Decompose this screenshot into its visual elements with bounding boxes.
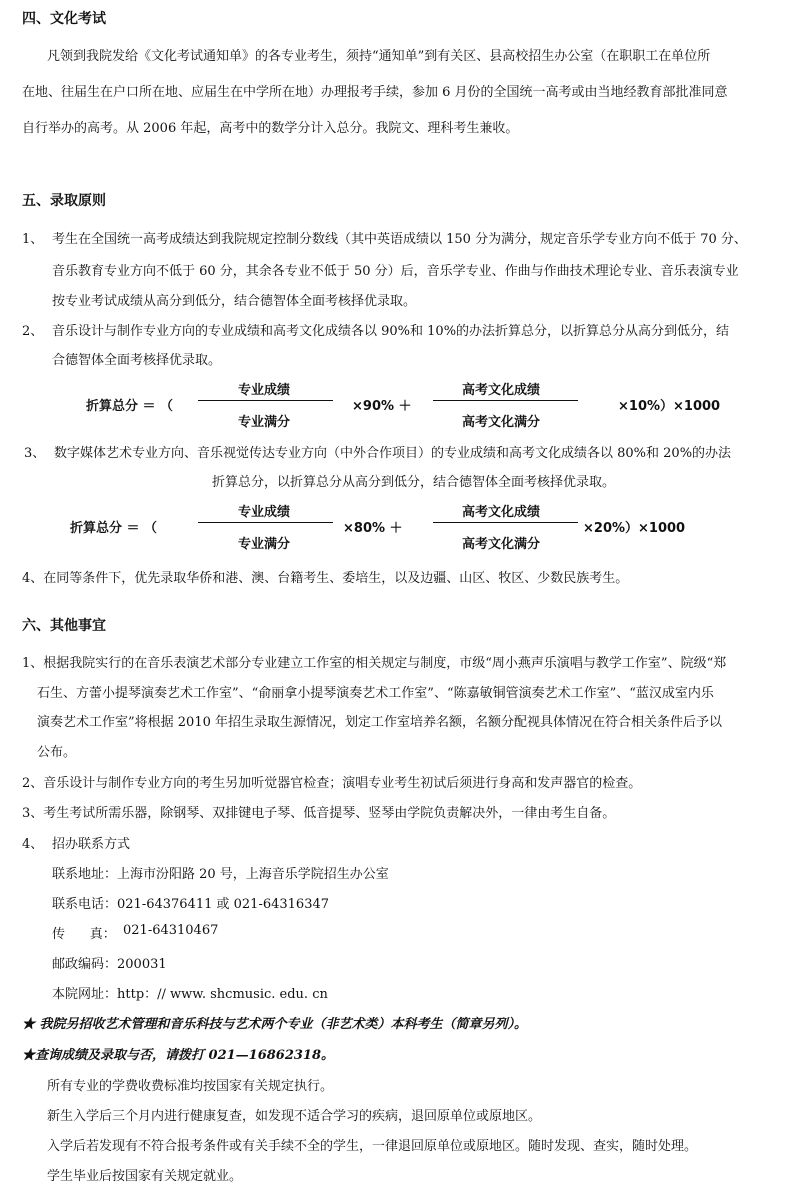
formula-multiplier: ×80% ＋ (343, 521, 403, 536)
formula-denominator: 专业满分 (238, 537, 291, 552)
fraction-bar (198, 400, 333, 401)
item-line: 考生在全国统一高考成绩达到我院规定控制分数线（其中英语成绩以 150 分为满分，规定音乐学专业方向不低于 70 分、 (52, 232, 747, 247)
formula-numerator: 高考文化成绩 (462, 383, 541, 398)
note-line: 入学后若发现有不符合报考条件或有关手续不全的学生，一律退回原单位或原地区。随时发现、查实，随时处理。 (47, 1139, 698, 1154)
item-line: 1、根据我院实行的在音乐表演艺术部分专业建立工作室的相关规定与制度，市级“周小燕声乐演唱与教学工作室”、院级“郑 (22, 656, 727, 671)
section-5-title: 五、录取原则 (22, 193, 106, 209)
formula-denominator: 专业满分 (238, 415, 291, 430)
formula-numerator: 专业成绩 (238, 505, 291, 520)
contact-website: 本院网址：http：// www. shcmusic. edu. cn (52, 987, 328, 1002)
fraction-bar (433, 522, 578, 523)
formula-numerator: 专业成绩 (238, 383, 291, 398)
formula-multiplier: ×90% ＋ (352, 399, 412, 414)
item-line: 按专业考试成绩从高分到低分，结合德智体全面考核择优录取。 (52, 294, 417, 309)
section-4-line: 自行举办的高考。从 2006 年起，高考中的数学分计入总分。我院文、理科考生兼收。 (22, 121, 519, 136)
item-line: 演奏艺术工作室”将根据 2010 年招生录取生源情况，划定工作室培养名额，名额分配视具体情况在符合相关条件后予以 (37, 715, 722, 730)
fraction-bar (433, 400, 578, 401)
item-line: 合德智体全面考核择优录取。 (52, 353, 222, 368)
item-number: 1、 (22, 232, 44, 247)
note-line: 所有专业的学费收费标准均按国家有关规定执行。 (47, 1079, 334, 1094)
formula-tail: ×10%）×1000 (618, 399, 721, 414)
formula-denominator: 高考文化满分 (462, 415, 541, 430)
star-note: ★ 我院另招收艺术管理和音乐科技与艺术两个专业（非艺术类）本科考生（简章另列）。 (22, 1017, 528, 1032)
section-4-line: 在地、往届生在户口所在地、应届生在中学所在地）办理报考手续，参加 6 月份的全国统一高考或由当地经教育部批准同意 (22, 85, 728, 100)
star-note: ★查询成绩及录取与否，请拨打 021—16862318。 (22, 1048, 335, 1063)
item-line: 石生、方蕾小提琴演奏艺术工作室”、“俞丽拿小提琴演奏艺术工作室”、“陈嘉敏铜管演奏艺术工作室”、“蓝汉成室内乐 (37, 686, 714, 701)
item-line: 音乐教育专业方向不低于 60 分，其余各专业不低于 50 分）后，音乐学专业、作曲与作曲技术理论专业、音乐表演专业 (52, 264, 739, 279)
item-line: 2、音乐设计与制作专业方向的考生另加听觉器官检查；演唱专业考生初试后须进行身高和发声器官的检查。 (22, 776, 642, 791)
contact-address: 联系地址：上海市汾阳路 20 号，上海音乐学院招生办公室 (52, 867, 389, 882)
contact-fax-label: 传 真： (52, 927, 116, 942)
note-line: 学生毕业后按国家有关规定就业。 (47, 1169, 243, 1184)
item-line: 数字媒体艺术专业方向、音乐视觉传达专业方向（中外合作项目）的专业成绩和高考文化成绩各以 80%和 20%的办法 (54, 446, 732, 461)
contact-title: 招办联系方式 (52, 837, 131, 852)
formula-label: 折算总分 ＝ （ (86, 399, 174, 414)
section-4-title: 四、文化考试 (22, 11, 106, 27)
note-line: 新生入学后三个月内进行健康复查，如发现不适合学习的疾病，退回原单位或原地区。 (47, 1109, 542, 1124)
item-number: 2、 (22, 324, 44, 339)
contact-fax: 021-64310467 (123, 923, 219, 938)
contact-postcode: 邮政编码：200031 (52, 957, 167, 972)
item-number: 4、 (22, 837, 44, 852)
formula-denominator: 高考文化满分 (462, 537, 541, 552)
item-number: 3、 (24, 446, 46, 461)
section-6-title: 六、其他事宜 (22, 618, 106, 634)
formula-numerator: 高考文化成绩 (462, 505, 541, 520)
item-line: 折算总分，以折算总分从高分到低分，结合德智体全面考核择优录取。 (212, 475, 616, 490)
contact-phone: 联系电话：021-64376411 或 021-64316347 (52, 897, 330, 912)
formula-tail: ×20%）×1000 (583, 521, 686, 536)
item-line: 3、考生考试所需乐器，除钢琴、双排键电子琴、低音提琴、竖琴由学院负责解决外，一律由考生自备。 (22, 806, 616, 821)
section-4-line: 凡领到我院发给《文化考试通知单》的各专业考生，须持“通知单”到有关区、县高校招生办公室（在职职工在单位所 (47, 49, 711, 64)
item-line: 音乐设计与制作专业方向的专业成绩和高考文化成绩各以 90%和 10%的办法折算总分，以折算总分从高分到低分，结 (52, 324, 730, 339)
fraction-bar (198, 522, 333, 523)
item-line: 4、在同等条件下，优先录取华侨和港、澳、台籍考生、委培生，以及边疆、山区、牧区、少数民族考生。 (22, 571, 629, 586)
item-line: 公布。 (37, 745, 77, 760)
formula-label: 折算总分 ＝ （ (70, 521, 158, 536)
